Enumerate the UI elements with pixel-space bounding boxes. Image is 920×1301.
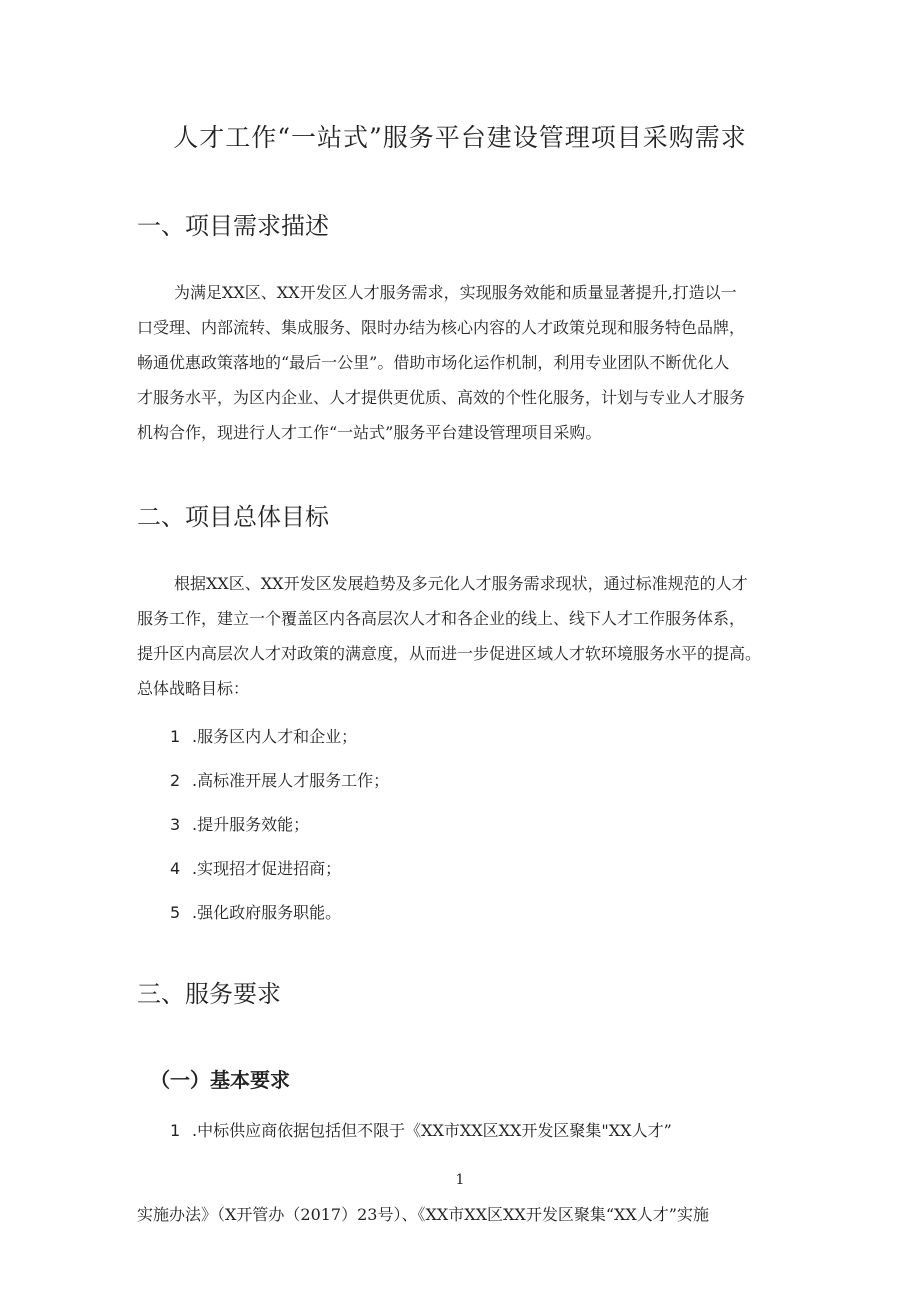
paragraph-line: 提升区内高层次人才对政策的满意度，从而进一步促进区域人才软环境服务水平的提高。 <box>137 644 762 663</box>
paragraph-line: 服务工作，建立一个覆盖区内各高层次人才和各企业的线上、线下人才工作服务体系， <box>137 609 746 628</box>
section1-paragraph <box>137 275 797 450</box>
section-heading-service-requirements: 三、服务要求 <box>137 980 281 1008</box>
paragraph-line: 总体战略目标： <box>137 679 250 698</box>
paragraph-line: 才服务水平，为区内企业、人才提供更优质、高效的个性化服务，计划与专业人才服务 <box>137 388 746 407</box>
paragraph-line: 为满足XX区、XX开发区人才服务需求，实现服务效能和质量显著提升,打造以一 <box>174 283 737 302</box>
list-number: 1 <box>170 1121 181 1140</box>
list-text: .服务区内人才和企业； <box>192 727 358 746</box>
subsection-heading-basic: （一）基本要求 <box>150 1068 290 1092</box>
goal-item-5 <box>170 902 341 924</box>
goal-item-3 <box>170 814 309 836</box>
paragraph-line: 口受理、内部流转、集成服务、限时办结为核心内容的人才政策兑现和服务特色品牌， <box>137 318 746 337</box>
goal-item-2 <box>170 770 389 792</box>
list-number: 5 <box>170 903 181 922</box>
list-text: .强化政府服务职能。 <box>192 903 342 922</box>
list-number: 1 <box>170 727 181 746</box>
continuation-line: 实施办法》（X开管办（2017）23号）、《XX市XX区XX开发区聚集“XX人才”实施 <box>137 1205 709 1224</box>
list-text: .高标准开展人才服务工作； <box>192 771 390 790</box>
paragraph-line: 根据XX区、XX开发区发展趋势及多元化人才服务需求现状，通过标准规范的人才 <box>174 574 748 593</box>
paragraph-line: 畅通优惠政策落地的“最后一公里”。借助市场化运作机制，利用专业团队不断优化人 <box>137 353 730 372</box>
goal-item-4 <box>170 858 341 880</box>
page-number: 1 <box>455 1172 465 1188</box>
requirement-item-1 <box>170 1120 672 1142</box>
list-text: .实现招才促进招商； <box>192 859 342 878</box>
list-number: 2 <box>170 771 181 790</box>
list-text: .提升服务效能； <box>192 815 310 834</box>
section-heading-goals: 二、项目总体目标 <box>137 503 329 531</box>
list-number: 3 <box>170 815 181 834</box>
section-heading-requirements: 一、项目需求描述 <box>137 212 329 240</box>
list-number: 4 <box>170 859 181 878</box>
paragraph-line: 机构合作，现进行人才工作“一站式”服务平台建设管理项目采购。 <box>137 423 602 442</box>
section2-paragraph <box>137 566 797 706</box>
document-title: 人才工作“一站式”服务平台建设管理项目采购需求 <box>173 123 747 152</box>
goal-item-1 <box>170 726 357 748</box>
list-text: .中标供应商依据包括但不限于《XX市XX区XX开发区聚集"XX人才” <box>192 1121 672 1140</box>
